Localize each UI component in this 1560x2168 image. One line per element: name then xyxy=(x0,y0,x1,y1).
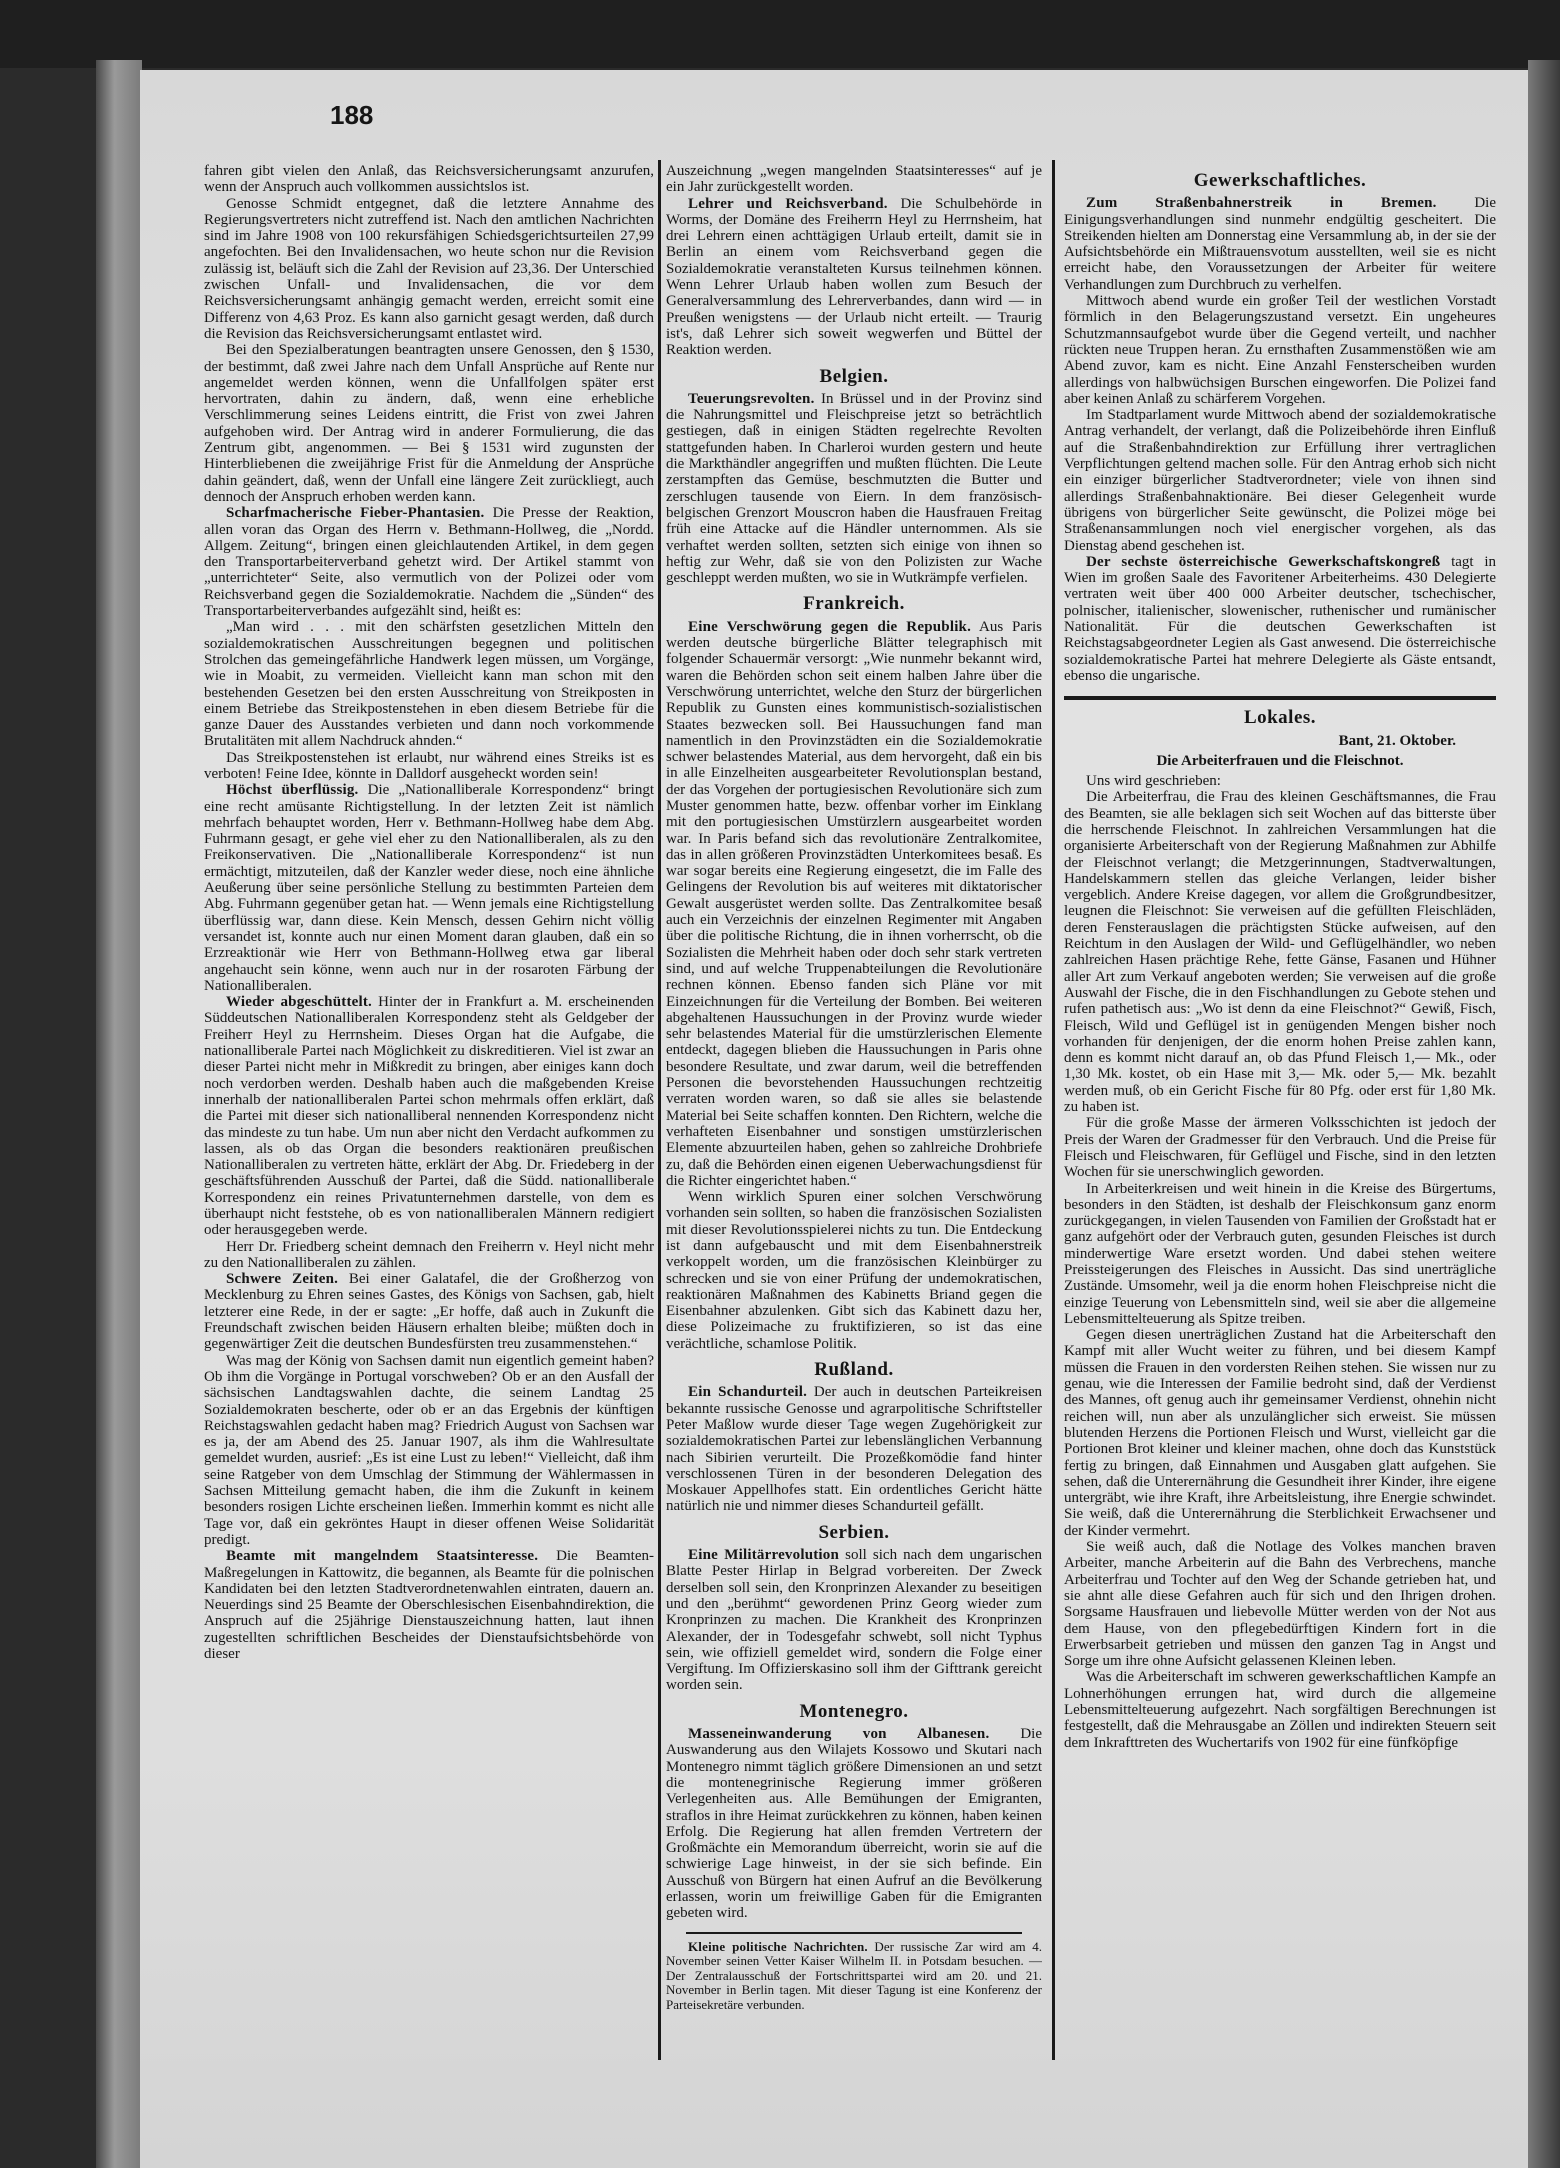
paragraph-text: Sie weiß auch, daß die Notlage des Volkes manchen braven Arbeiter, manche Arbeiterin auf die Bahn des Verbrechens, manche Arbeiterfrau und Tochter auf den Weg der Schande getrieben hat, und sie ahnt alle diese Gefahren auch für sich und den Ihrigen drohen. Sorgsame Hausfrauen und liebevolle Mütter werden von der Not aus dem Hause, von den pflegebedürftigen Kindern fort in die Erwerbsarbeit getrieben und müssen den ganzen Tag in Angst und Sorge um ihre ohne Aufsicht gelassenen Kleinen leben. xyxy=(1064,1539,1496,1670)
paragraph-text: Die Arbeiterfrau, die Frau des kleinen Geschäftsmannes, die Frau des Beamten, sie alle beklagen sich seit Wochen auf das bitterste über die herrschende Fleischnot. In zahlreichen Versammlungen hat die organisierte Arbeiterschaft von der Regierung Maßnahmen zur Abhilfe der Fleischnot verlangt; die Metzgerinnungen, Stadtverwaltungen, Handelskammern stellen das gleiche Verlangen, leider bisher vergeblich. Andere Kreise dagegen, vor allem die Großgrundbesitzer, leugnen die Fleischnot: Sie verweisen auf die gefüllten Fleischläden, deren Fensterauslagen die prächtigsten Stücke aufweisen, auf den Reichtum in den Auslagen der Wild- und Geflügelhändler, wo neben zahlreichen Hasen prächtige Rehe, fette Gänse, Fasanen und Hühner aller Art zum Verkauf angeboten werden; Sie verweisen auf die große Auswahl der Fische, die in den Fischhandlungen zu Gebote stehen und rufen pathetisch aus: „Wo ist denn da eine Fleischnot?“ Gewiß, Fisch, Fleisch, Wild und Geflügel ist in genügenden Mengen bisher noch vorhanden für denjenigen, der die enorm hohen Preise zahlen kann, denn es kommt nicht darauf an, ob das Pfund Fleisch 1,— Mk., oder 1,30 Mk. kostet, ob ein Hase mit 3,— Mk. oder 5,— Mk. bezahlt werden muß, ob ein Gericht Fische für 80 Pfg. oder erst für 1,80 Mk. zu haben ist. xyxy=(1064,789,1496,1116)
paragraph-text: Hinter der in Frankfurt a. M. erscheinenden Süddeutschen Nationalliberalen Korrespondenz steht als Geldgeber der Freiherr Heyl zu Herrnsheim. Dieses Organ hat die Aufgabe, die nationalliberale Partei nach Möglichkeit zu diskreditieren. Viel ist zwar an dieser Partei nicht mehr in Mißkredit zu bringen, aber einiges kann doch noch verdorben werden. Deshalb haben auch die maßgebenden Kreise innerhalb der nationalliberalen Partei schon mehrmals offen erklärt, daß die Partei mit dieser sich nationalliberal nennenden Korrespondenz nicht das mindeste zu tun habe. Um nun aber nicht den Verdacht aufkommen zu lassen, als ob das Organ die besonders reaktionären preußischen Nationalliberalen zu vertreten hätte, erklärt der Abg. Dr. Friedeberg in der geschäftsführenden Ausschuß der Partei, daß die Südd. nationalliberale Korrespondenz ein reines Privatunternehmen darstelle, von dem es überhaupt nicht feststehe, ob es von nationalliberalen Männern redigiert oder herausgegeben werde. xyxy=(204,994,654,1239)
paragraph xyxy=(666,196,1042,359)
paragraph xyxy=(204,342,654,505)
article-lead: Eine Militärrevolution xyxy=(688,1547,840,1564)
paragraph xyxy=(1064,293,1496,407)
article-lead: Kleine politische Nachrichten. xyxy=(688,1938,868,1954)
paragraph-text: In Arbeiterkreisen und weit hinein in die Kreise des Bürgertums, besonders in den Städten, ist deshalb der Fleischkonsum ganz enorm zurückgegangen, in vielen Tausenden von Familien der Großstadt hat er ganz aufgehört oder der Verbrauch guten, gesunden Fleisches ist durch minderwertige Ware ersetzt worden. Und dabei stehen weitere Preissteigerungen des Fleisches in Aussicht. Das sind unerträgliche Zustände. Umsomehr, weil ja die enorm hohen Fleischpreise nicht die einzige Teuerung von Lebensmitteln sind, weil sie aber die allgemeine Lebensmittelteuerung als Spitze treiben. xyxy=(1064,1180,1496,1327)
paragraph xyxy=(204,163,654,196)
paragraph xyxy=(204,782,654,994)
paragraph xyxy=(204,750,654,783)
paragraph-text: Was mag der König von Sachsen damit nun eigentlich gemeint haben? Ob ihm die Vorgänge in Portugal vorschweben? Ob er an den Ausfall der sächsischen Landtagswahlen dachte, die seinem Landtag 25 Sozialdemokraten bescherte, oder ob er an das Ergebnis der künftigen Reichstagswahlen gedacht haben mag? Friedrich August von Sachsen war es ja, der am Abend des 25. Januar 1907, als ihm die Wahlresultate gemeldet wurden, ausrief: „Es ist eine Lust zu leben!“ Vielleicht, daß ihm seine Ratgeber von dem Umschlag der Stimmung der Wählermassen in Sachsen Mitteilung gemacht haben, die ihm die Zukunft in keinem besonders rosigen Lichte erscheinen ließen. Immerhin kommt es nicht alle Tage vor, daß ein gekröntes Haupt in dieser offenen Weise Solidarität predigt. xyxy=(204,1352,654,1548)
section-heading: Rußland. xyxy=(814,1359,894,1381)
column-1 xyxy=(204,163,654,2063)
paragraph xyxy=(666,391,1042,587)
paragraph-text: Uns wird geschrieben: xyxy=(1086,773,1221,790)
paragraph-text: Der auch in deutschen Parteikreisen bekannte russische Genosse und agrarpolitische Schriftsteller Peter Maßlow wurde dieser Tage wegen Zugehörigkeit zur sozialdemokratischen Partei zur lebenslänglichen Verbannung nach Sibirien verurteilt. Die Prozeßkomödie fand hinter verschlossenen Türen in der besonderen Delegation des Moskauer Appellhofes statt. Ein ordentliches Gericht hätte natürlich nie und nimmer dieses Schandurteil gefällt. xyxy=(666,1384,1042,1515)
paragraph xyxy=(666,1726,1042,1922)
article-lead: Wieder abgeschüttelt. xyxy=(226,994,373,1011)
article-lead: Ein Schandurteil. xyxy=(688,1384,808,1401)
paragraph xyxy=(204,619,654,749)
dateline: Bant, 21. Oktober. xyxy=(1338,732,1456,749)
article-lead: Schwere Zeiten. xyxy=(226,1271,339,1288)
article-lead: Teuerungsrevolten. xyxy=(688,390,815,407)
section-rule xyxy=(686,1932,1022,1934)
article-lead: Scharfmacherische Fieber-Phantasien. xyxy=(226,505,485,522)
page-number: 188 xyxy=(330,100,374,130)
paragraph-text: Was die Arbeiterschaft im schweren gewerkschaftlichen Kampfe an Lohnerhöhungen errungen hat, wird durch die allgemeine Lebensmittelteuerung aufgezehrt. Nach sorgfältigen Berechnungen ist festgestellt, daß die Mehrausgabe an Zöllen und indirekten Steuern seit dem Inkrafttreten des Wuchertarifs von 1902 für eine fünfköpfige xyxy=(1064,1669,1496,1751)
paragraph xyxy=(204,1239,654,1272)
book-binding xyxy=(96,60,142,2168)
article-lead: Lehrer und Reichsverband. xyxy=(688,195,888,212)
article-lead: Höchst überflüssig. xyxy=(226,782,359,799)
paragraph xyxy=(1064,789,1496,1115)
column-divider xyxy=(658,160,661,2060)
paragraph-text: Herr Dr. Friedberg scheint demnach den Freiherrn v. Heyl nicht mehr zu den Nationalliberalen zu zählen. xyxy=(204,1238,654,1271)
paragraph-text: Die „Nationalliberale Korrespondenz“ bringt eine recht amüsante Richtigstellung. In der letzten Zeit ist nämlich mehrfach behauptet worden, Herr v. Bethmann-Hollweg habe dem Abg. Fuhrmann gesagt, er gehe viel eher zu den Nationalliberalen, als zu den Freikonservativen. Die „Nationalliberale Korrespondenz“ ist nun ermächtigt, mitzuteilen, daß der Kanzler weder diese, noch eine ähnliche Aeußerung über seine persönliche Stellung zu bestimmten Parteien dem Abg. Fuhrmann gegenüber getan hat. — Wenn jemals eine Richtigstellung überflüssig war, dann diese. Kein Mensch, dessen Gehirn nicht völlig versandet ist, konnte auch nur einen Moment daran glauben, daß ein so Erzreaktionär wie Herr von Bethmann-Hollweg etwa gar liberal angehaucht sein könne, wenn auch nur in der rosaroten Färbung der Nationalliberalen. xyxy=(204,782,654,994)
paragraph-text: Gegen diesen unerträglichen Zustand hat die Arbeiterschaft den Kampf mit aller Wucht weiter zu führen, und bei diesem Kampf müssen die Frauen in den vordersten Reihen stehen. Sie wissen nur zu genau, wie die Interessen der Familie bedroht sind, daß der Verdienst des Mannes, oft genug auch ihr gemeinsamer Verdienst, ohnehin nicht reichen will, nun aber als unzulänglicher sich erweist. Sie müssen blutenden Herzens die Portionen Fleisch und Wurst, vielleicht gar die Portionen Brot kleiner und kleiner machen, ohne doch das Kunststück fertig zu bringen, daß Einnahmen und Ausgaben glatt aufgehen. Sie sehen, daß die Unterernährung die Gesundheit ihrer Kinder, ihre eigene untergräbt, wie ihre Kraft, ihre Arbeitsleistung, ihre Energie schwindet. Sie weiß, daß die Unterernährung die Sterblichkeit Erwachsener und der Kinder vermehrt. xyxy=(1064,1327,1496,1539)
article-title: Die Arbeiterfrauen und die Fleischnot. xyxy=(1156,752,1404,769)
paragraph-text: Der russische Zar wird am 4. November seinen Vetter Kaiser Wilhelm II. in Potsdam besuchen. — Der Zentralausschuß der Fortschrittspartei wird am 20. und 21. November in Berlin tagen. Mit dieser Tagung ist eine Konferenz der Parteisekretäre verbunden. xyxy=(666,1938,1042,2012)
paragraph xyxy=(1064,195,1496,293)
paragraph-text: Im Stadtparlament wurde Mittwoch abend der sozialdemokratische Antrag verhandelt, der verlangt, daß die Polizeibehörde ihren Einfluß auf die Straßenbahndirektion zur Erfüllung ihrer vertraglichen Verpflichtungen geltend machen solle. Für den Antrag erhob sich nicht ein einziger bürgerlicher Stadtverordneter; viele von ihnen sind allerdings Straßenbahnaktionäre. Bei dieser Gelegenheit wurde übrigens von bürgerlicher Seite gewünscht, die Polizei möge bei Straßenansammlungen noch viel energischer vorgehen, als das Dienstag abend geschehen ist. xyxy=(1064,407,1496,554)
paragraph-text: fahren gibt vielen den Anlaß, das Reichsversicherungsamt anzurufen, wenn der Anspruch auch vollkommen aussichtslos ist. xyxy=(204,163,654,196)
paragraph-text: Das Streikpostenstehen ist erlaubt, nur während eines Streiks ist es verboten! Feine Idee, könnte in Dalldorf ausgeheckt worden sein! xyxy=(204,749,654,782)
column-3 xyxy=(1064,163,1496,2063)
paragraph-text: „Man wird . . . mit den schärfsten gesetzlichen Mitteln den sozialdemokratischen Ausschreitungen begegnen und politischen Strolchen das gemeingefährliche Handwerk legen müssen, um Vorgänge, wie in Moabit, zu vermeiden. Vielleicht kann man schon mit den bestehenden Gesetzen bei den ersten Ausschreitung von Streikposten in einem Betriebe das Streikpostenstehen in eben diesem Betriebe für die ganze Dauer des Ausstandes verbieten und dann noch vorkommende Brutalitäten mit allem Nachdruck ahnden.“ xyxy=(204,619,654,750)
paragraph xyxy=(666,1189,1042,1352)
paragraph xyxy=(204,505,654,619)
paragraph xyxy=(666,619,1042,1189)
paragraph-text: Genosse Schmidt entgegnet, daß die letztere Annahme des Regierungsvertreters nicht zutreffend ist. Nach den amtlichen Nachrichten sind im Jahre 1908 von 100 rekursfähigen Schiedsgerichtsurteilen 27,99 angefochten. Bei den Invalidensachen, wo heute schon nur die Revision zulässig ist, beläuft sich die Zahl der Revision auf 23,36. Der Unterschied zwischen Unfall- und Invalidensachen, die vor dem Reichsversicherungsamt anhängig gemacht werden, erreicht somit eine Differenz von 4,63 Proz. Es kann also garnicht gesagt werden, daß durch die Revision das Reichsversicherungsamt entlastet wird. xyxy=(204,195,654,342)
paragraph-text: Für die große Masse der ärmeren Volksschichten ist jedoch der Preis der Waren der Gradmesser für den Verbrauch. Und die Preise für Fleisch und Fleischwaren, für Geflügel und Fische, sind in den letzten Wochen für sie unerschwinglich geworden. xyxy=(1064,1115,1496,1181)
news-briefs xyxy=(666,1940,1042,2013)
scan-right-border xyxy=(1528,60,1560,2168)
paragraph xyxy=(1064,1327,1496,1539)
article-lead: Eine Verschwörung gegen die Republik. xyxy=(688,618,972,635)
paragraph-text: soll sich nach dem ungarischen Blatte Pester Hirlap in Belgrad vorbereiten. Der Zweck derselben soll sein, den Kronprinzen Alexander zu beseitigen und den „berühmt“ gewordenen Prinz Georg wieder zum Kronprinzen zu machen. Die Krankheit des Kronprinzen Alexander, der in Todesgefahr schwebt, soll nicht Typhus sein, wie offiziell gemeldet wird, sondern die Folge einer Vergiftung. Im Offizierskasino soll ihm der Gifttrank gereicht worden sein. xyxy=(666,1547,1042,1694)
paragraph-text: Aus Paris werden deutsche bürgerliche Blätter telegraphisch mit folgender Schauermär versorgt: „Wie nunmehr bekannt wird, waren die Behörden schon seit einem halben Jahre über die Verschwörung unterrichtet, welche den Sturz der bürgerlichen Republik zu Gunsten eines kommunistisch-sozialistischen Staates bezwecken soll. Bei Haussuchungen fand man namentlich in den Provinzstädten ein die Sozialdemokratie schwer belastendes Material, aus dem hervorgeht, daß ein bis in alle Einzelheiten ausgearbeiteter Revolutionsplan bestand, der das Vorgehen der portugiesischen Revolutionäre sich zum Muster genommen hatte, bezw. offenbar vorher im Einklang mit den portugiesischen Umstürzlern ausgearbeitet worden war. In Paris befand sich das revolutionäre Zentralkomitee, das in allen größeren Provinzstädten Unterkomitees besaß. Es war sogar bereits eine Regierung eingesetzt, die im Falle des Gelingens der Revolution bis auf weiteres mit diktatorischer Gewalt ausgerüstet werden sollte. Das Zentralkomitee besaß auch ein Verzeichnis der einzelnen Regimenter mit Angaben über die politische Richtung, die in ihnen vorherrscht, ob die Sozialisten die Mehrheit haben oder doch sehr stark vertreten sind, und auf welche Truppenabteilungen die Revolutionäre rechnen können. Ebenso fanden sich Pläne vor mit Einzeichnungen für die Verteilung der Bomben. Bei weiteren abgehaltenen Haussuchungen in der Provinz wurde wieder sehr belastendes Material für die umstürzlerischen Elemente entdeckt, dagegen blieben die Haussuchungen in Paris ohne besondere Resultate, und zwar darum, weil die betreffenden Personen die bevorstehenden Haussuchungen rechtzeitig verraten worden waren, so daß sie alles sie belastende Material bei Seite schaffen konnten. Den Richtern, welche die verhafteten Eisenbahner und sonstigen umstürzlerischen Elemente abzuurteilen haben, gehen so zahlreiche Drohbriefe zu, daß die Behörden einen eigenen Ueberwachungsdienst für die Richter eingerichtet haben.“ xyxy=(666,618,1042,1189)
section-heading: Lokales. xyxy=(1243,707,1317,729)
article-lead: Beamte mit mangelndem Staatsinteresse. xyxy=(226,1548,539,1565)
paragraph-text: tagt in Wien im großen Saale des Favoritener Arbeiterheims. 430 Delegierte vertraten weit über 400 000 Arbeiter deutscher, tschechischer, polnischer, italienischer, slowenischer, ruthenischer und rumänischer Nationalität. Für die deutschen Gewerkschaften ist Reichstagsabgeordneter Legien als Gast anwesend. Die österreichische sozialdemokratische Partei hat mehrere Delegierte als Gäste entsandt, ebenso die ungarische. xyxy=(1064,553,1496,684)
column-divider xyxy=(1052,160,1055,2060)
paragraph xyxy=(1064,1669,1496,1750)
paragraph xyxy=(1064,407,1496,554)
paragraph-text: Mittwoch abend wurde ein großer Teil der westlichen Vorstadt förmlich in den Belagerungszustand versetzt. Ein ungeheures Schutzmannsaufgebot wurde über die Gegend verteilt, und nachher rückten neue Truppen heran. Zu ernsthaften Zusammenstößen wie am Abend zuvor, kam es nicht. Eine Anzahl Fensterscheiben wurden allerdings von halbwüchsigen Burschen eingeworfen. Die Polizei fand aber keinen Anlaß zu schärferem Vorgehen. xyxy=(1064,293,1496,407)
paragraph-text: Bei den Spezialberatungen beantragten unsere Genossen, den § 1530, der bestimmt, daß zwei Jahre nach dem Unfall Ansprüche auf Rente nur angemeldet werden können, wenn die Unfallfolgen später erst hervortraten, dahin zu ändern, daß, wenn eine erhebliche Verschlimmerung seines Leidens eintritt, die Frist von zwei Jahren aufgehoben wird. Der Antrag wird in anderer Formulierung, die das Zentrum gibt, angenommen. — Bei § 1531 wird zugunsten der Hinterbliebenen die zweijährige Frist für die Anmeldung der Ansprüche dahin geändert, daß, wenn der Unfall eine längere Zeit zurückliegt, auch dennoch der Anspruch erhoben werden kann. xyxy=(204,342,654,505)
paragraph xyxy=(1064,1539,1496,1669)
paragraph-text: Die Einigungsverhandlungen sind nunmehr endgültig gescheitert. Die Streikenden hielten am Donnerstag eine Versammlung ab, in der sie der Aufsichtsbehörde ein Mißtrauensvotum ausstellten, weil sie es nicht erreicht habe, den Voraussetzungen der Arbeiter für weitere Verhandlungen zum Durchbruch zu verhelfen. xyxy=(1064,195,1496,293)
section-heading: Montenegro. xyxy=(799,1700,909,1722)
scan-top-border xyxy=(0,0,1560,68)
article-lead: Masseneinwanderung von Albanesen. xyxy=(688,1726,990,1743)
article-lead: Zum Straßenbahnerstreik in Bremen. xyxy=(1086,195,1437,212)
paragraph-text: Die Schulbehörde in Worms, der Domäne des Freiherrn Heyl zu Herrnsheim, hat drei Lehrern einen achttägigen Urlaub erteilt, damit sie in Berlin an einem vom Reichsverband gegen die Sozialdemokratie veranstalteten Kursus teilnehmen können. Wenn Lehrer Urlaub haben wollen zum Besuch der Generalversammlung des Lehrerverbandes, dann wird — in Preußen wenigstens — der Urlaub nicht erteilt. — Traurig ist's, daß Lehrer sich soweit wegwerfen und Büttel der Reaktion werden. xyxy=(666,195,1042,359)
paragraph xyxy=(204,1353,654,1549)
paragraph-text: Die Auswanderung aus den Wilajets Kossowo und Skutari nach Montenegro nimmt täglich größere Dimensionen an und setzt die montenegrinische Regierung immer größeren Verlegenheiten aus. Alle Bemühungen der Emigranten, straflos in ihre Heimat zurückkehren zu können, haben keinen Erfolg. Die Regierung hat allen fremden Vertretern der Großmächte ein Memorandum überreicht, worin sie auf die schwierige Lage hinweist, in der sie sich befinde. Ein Ausschuß von Bürgern hat einen Aufruf an die Bevölkerung erlassen, worin um freiwillige Gaben für die Emigranten gebeten wird. xyxy=(666,1726,1042,1922)
paragraph xyxy=(666,1547,1042,1694)
paragraph-text: In Brüssel und in der Provinz sind die Nahrungsmittel und Fleischpreise jetzt so beträchtlich gestiegen, daß in einigen Städten regelrechte Revolten stattgefunden haben. In Charleroi wurden gestern und heute die Markthändler angegriffen und mußten flüchten. Die Leute zerstampften das Gemüse, beschmutzten die Butter und zerschlugen tausende von Eiern. In dem französisch-belgischen Grenzort Mouscron haben die Hausfrauen Freitag früh eine Attacke auf die Händler unternommen. Als sie verhaftet werden sollten, setzten sich einige von ihnen so heftig zur Wehr, daß sie von den Polizisten zur Wache geschleppt werden mußten, wo sie in Wutkrämpfe verfielen. xyxy=(666,390,1042,587)
section-heading: Serbien. xyxy=(818,1521,890,1543)
paragraph-text: Auszeichnung „wegen mangelnden Staatsinteresses“ auf je ein Jahr zurückgestellt worden. xyxy=(666,163,1042,196)
paragraph-text: Die Beamten-Maßregelungen in Kattowitz, die begannen, als Beamte für die polnischen Kandidaten bei den letzten Stadtverordnetenwahlen eintraten, dauern an. Neuerdings sind 25 Beamte der Oberschlesischen Eisenbahndirektion, die Anspruch auf die 25jährige Dienstauszeichnung hatten, laut ihnen zugestellten schriftlichen Bescheides der Dienstaufsichtsbehörde von dieser xyxy=(204,1548,654,1663)
paragraph xyxy=(666,163,1042,196)
section-heading: Belgien. xyxy=(819,365,889,387)
section-rule xyxy=(1064,696,1496,700)
paragraph xyxy=(1064,1181,1496,1328)
paragraph xyxy=(204,1271,654,1352)
column-2 xyxy=(666,163,1042,2063)
paragraph xyxy=(204,1548,654,1662)
article-lead: Der sechste österreichische Gewerkschaftskongreß xyxy=(1086,553,1441,570)
paragraph xyxy=(1064,1115,1496,1180)
paragraph xyxy=(204,994,654,1238)
paragraph-text: Die Presse der Reaktion, allen voran das Organ des Herrn v. Bethmann-Hollweg, die „Nordd. Allgem. Zeitung“, bringen einen gleichlautenden Artikel, in dem gegen den Transportarbeiterverband gehetzt wird. Der Artikel stammt von „unterrichteter“ Seite, also vermutlich von der Polizei oder vom Reichsverband gegen die Sozialdemokratie. Nachdem die „Sünden“ des Transportarbeiterverbandes aufgezählt sind, heißt es: xyxy=(204,505,654,620)
paragraph xyxy=(1064,554,1496,684)
paragraph-text: Wenn wirklich Spuren einer solchen Verschwörung vorhanden sein sollten, so haben die französischen Sozialisten mit dieser Revolutionsspielerei nichts zu tun. Die Entdeckung ist dann aufgebauscht und mit dem Eisenbahnerstreik verkoppelt worden, um die französischen Kleinbürger zu schrecken und sie von einer Prüfung der undemokratischen, reaktionären Maßnahmen des Kabinetts Briand gegen die Eisenbahner abzulenken. Gibt sich das Kabinett dazu her, diese Polizeimache zu fruktifizieren, so ist das eine verächtliche, schamlose Politik. xyxy=(666,1189,1042,1352)
paragraph xyxy=(204,196,654,343)
section-heading: Frankreich. xyxy=(803,593,905,615)
section-heading: Gewerkschaftliches. xyxy=(1193,170,1367,191)
paragraph xyxy=(666,1384,1042,1514)
paragraph-text: Bei einer Galatafel, die der Großherzog von Mecklenburg zu Ehren seines Gastes, des Königs von Sachsen, gab, hielt letzterer eine Rede, in der er sagte: „Er hoffe, daß auch in Zukunft die Freundschaft zwischen beiden Häusern erhalten bleibe; müßten doch in gegenwärtiger Zeit die deutschen Bundesfürsten treu zusammenstehen.“ xyxy=(204,1271,654,1353)
paragraph xyxy=(1064,773,1496,789)
